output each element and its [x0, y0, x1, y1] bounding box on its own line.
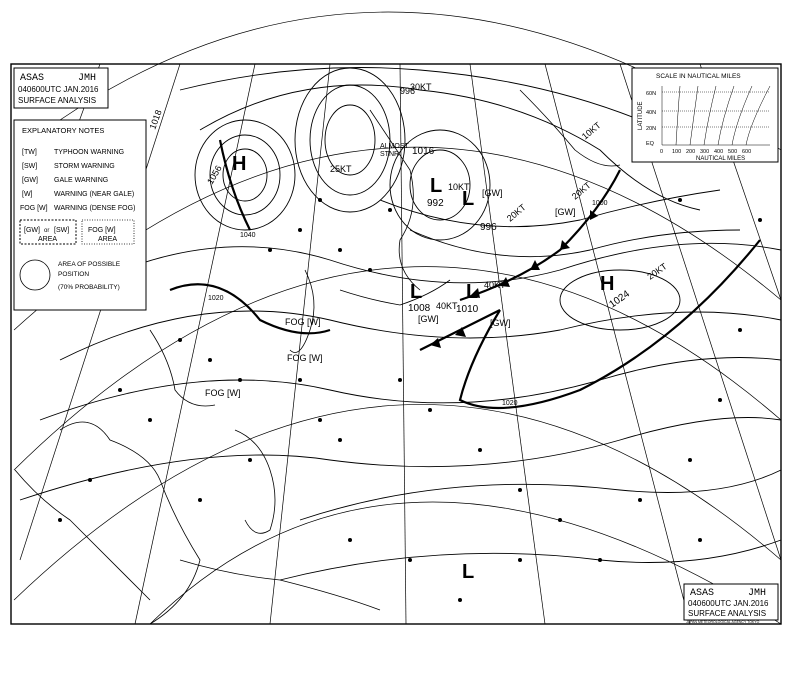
gale-warning-label: [GW]: [490, 318, 511, 328]
legend-area-sw: [SW]: [54, 227, 70, 234]
isobar-label: 1000: [592, 200, 608, 207]
isobar-label: 1020: [208, 295, 224, 302]
legend-code: [TW]: [22, 149, 37, 156]
gale-warning-label: [GW]: [482, 188, 503, 198]
legend-box: [14, 120, 146, 310]
stnr-label-2: STNR: [380, 151, 400, 158]
low-speed: 20KT: [504, 202, 528, 224]
legend-label: WARNING (NEAR GALE): [54, 191, 135, 198]
isobar-label: 1020: [502, 400, 518, 407]
low-symbol: L: [466, 281, 479, 303]
nm-tick: 100: [672, 149, 682, 155]
gale-warning-label: [GW]: [418, 314, 439, 324]
high-pressure: 1024: [607, 288, 632, 311]
scale-box: [632, 68, 778, 162]
lat-tick: EQ: [646, 141, 654, 147]
nm-tick: 600: [742, 149, 752, 155]
legend-fog-area-label: AREA: [98, 236, 118, 243]
low-symbol: L: [430, 175, 443, 197]
probability-circle: [20, 260, 50, 290]
legend-prob-line2: POSITION: [58, 271, 90, 278]
legend-fog-area-code: FOG [W]: [88, 227, 116, 234]
gale-warning-label: [GW]: [555, 207, 576, 217]
legend-label: TYPHOON WARNING: [54, 149, 125, 156]
lat-tick: 60N: [646, 91, 657, 97]
isobar-label: 1018: [147, 108, 164, 131]
low-pressure: 1008: [408, 303, 431, 314]
legend-prob-line3: (70% PROBABILITY): [58, 284, 120, 291]
speed-label: 10KT: [579, 120, 603, 142]
scale-heading: SCALE IN NAUTICAL MILES: [656, 73, 741, 80]
title-box-top: [14, 68, 108, 108]
low-symbol: L: [462, 188, 475, 210]
low-speed: 40KT: [484, 280, 506, 290]
legend-area-or: or: [44, 228, 50, 234]
isobar-label: 996: [400, 86, 416, 96]
legend-heading: EXPLANATORY NOTES: [22, 126, 105, 135]
title-agency: ASAS: [690, 588, 715, 599]
high-symbol: H: [232, 153, 247, 175]
nm-label: NAUTICAL MILES: [696, 156, 746, 162]
title-org: JMH: [748, 588, 767, 599]
legend-area-gw: [GW]: [24, 227, 40, 234]
fog-warning-label: FOG [W]: [285, 317, 321, 327]
low-symbol: L: [462, 561, 475, 583]
title-agency: ASAS: [20, 73, 45, 84]
legend-label: GALE WARNING: [54, 177, 109, 184]
isobar-label: 1040: [240, 232, 256, 239]
high-speed: 20KT: [645, 261, 669, 282]
scale-latitude-label: LATITUDE: [638, 101, 644, 130]
title-box-bottom: [684, 584, 778, 624]
low-pressure: 1010: [456, 304, 479, 315]
high-symbol: H: [600, 273, 615, 295]
fog-warning-label: FOG [W]: [287, 353, 323, 363]
legend-area-label: AREA: [38, 236, 58, 243]
isobar-label: 1016: [412, 146, 435, 157]
system-low-south: [462, 561, 474, 583]
low-symbol: L: [410, 281, 423, 303]
nm-tick: 500: [728, 149, 738, 155]
low-pressure: 996: [480, 222, 497, 233]
low-pressure: 992: [427, 198, 444, 209]
title-org: JMH: [78, 73, 97, 84]
title-time: 040600UTC JAN.2016: [688, 599, 769, 608]
title-time: 040600UTC JAN.2016: [18, 85, 99, 94]
low-speed: 10KT: [448, 182, 470, 192]
stnr-label-1: ALMOST: [380, 143, 409, 150]
fog-warning-label: FOG [W]: [205, 388, 241, 398]
title-product: SURFACE ANALYSIS: [688, 609, 767, 618]
legend-code: [W]: [22, 191, 33, 198]
legend-prob-line1: AREA OF POSSIBLE: [58, 261, 121, 268]
title-product: SURFACE ANALYSIS: [18, 96, 97, 105]
high-pressure: 1056: [205, 163, 224, 186]
speed-label: 30KT: [410, 82, 432, 92]
lat-tick: 40N: [646, 110, 657, 116]
speed-label: 20KT: [569, 180, 593, 202]
legend-code: [GW]: [22, 177, 38, 184]
legend-code: FOG [W]: [20, 205, 48, 212]
speed-label: 25KT: [330, 164, 352, 174]
nm-tick: 300: [700, 149, 710, 155]
low-speed: 40KT: [436, 301, 458, 311]
lat-tick: 20N: [646, 126, 657, 132]
legend-label: STORM WARNING: [54, 163, 115, 170]
legend-code: [SW]: [22, 163, 38, 170]
agency-credit: JAPAN METEOROLOGICAL AGENCY TOKYO: [686, 620, 760, 624]
nm-tick: 200: [686, 149, 696, 155]
nm-tick: 400: [714, 149, 724, 155]
legend-label: WARNING (DENSE FOG): [54, 205, 136, 212]
nm-tick: 0: [660, 149, 664, 155]
